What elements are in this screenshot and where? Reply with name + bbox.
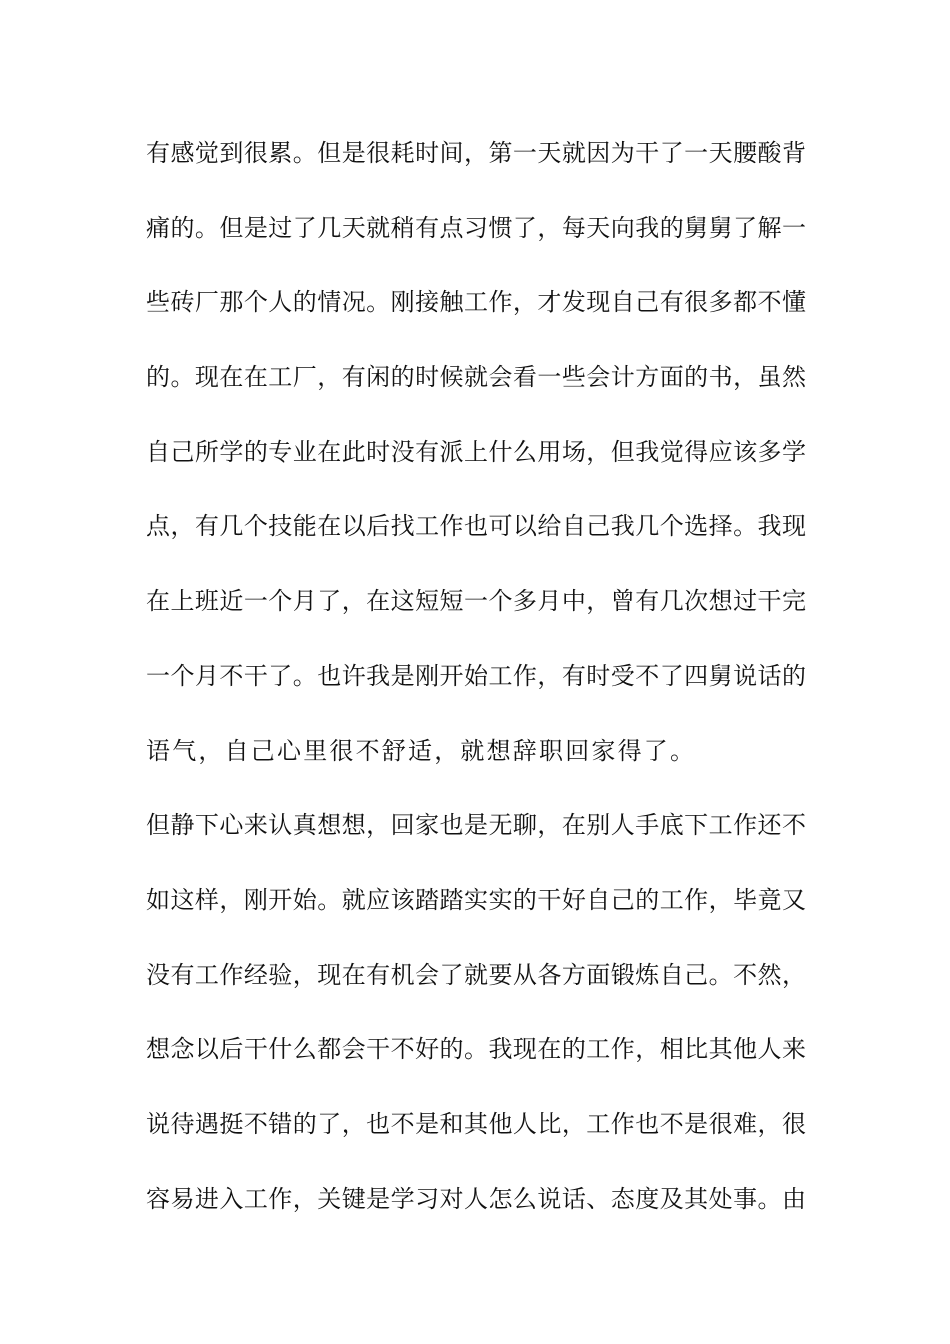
text-line: 自己所学的专业在此时没有派上什么用场，但我觉得应该多学 — [146, 437, 806, 466]
paragraph-1 — [146, 126, 806, 798]
text-line: 些砖厂那个人的情况。刚接触工作，才发现自己有很多都不懂 — [146, 288, 806, 317]
text-line: 没有工作经验，现在有机会了就要从各方面锻炼自己。不然， — [146, 960, 806, 989]
text-line: 一个月不干了。也许我是刚开始工作，有时受不了四舅说话的 — [146, 661, 806, 690]
text-line: 想念以后干什么都会干不好的。我现在的工作，相比其他人来 — [146, 1035, 806, 1064]
text-line: 痛的。但是过了几天就稍有点习惯了，每天向我的舅舅了解一 — [146, 213, 806, 242]
text-line: 的。现在在工厂，有闲的时候就会看一些会计方面的书，虽然 — [146, 363, 806, 392]
text-line: 有感觉到很累。但是很耗时间，第一天就因为干了一天腰酸背 — [146, 139, 806, 167]
paragraph-2 — [146, 798, 806, 1246]
text-line: 说待遇挺不错的了，也不是和其他人比，工作也不是很难，很 — [146, 1109, 806, 1138]
text-line: 但静下心来认真想想，回家也是无聊，在别人手底下工作还不 — [146, 811, 806, 840]
text-line: 点，有几个技能在以后找工作也可以给自己我几个选择。我现 — [146, 512, 806, 541]
text-line: 容易进入工作，关键是学习对人怎么说话、态度及其处事。由 — [146, 1184, 806, 1213]
text-line: 如这样，刚开始。就应该踏踏实实的干好自己的工作，毕竟又 — [146, 885, 806, 914]
text-line: 语气，自己心里很不舒适，就想辞职回家得了。 — [146, 736, 697, 765]
text-line: 在上班近一个月了，在这短短一个多月中，曾有几次想过干完 — [146, 587, 806, 616]
body-text — [146, 126, 806, 1246]
